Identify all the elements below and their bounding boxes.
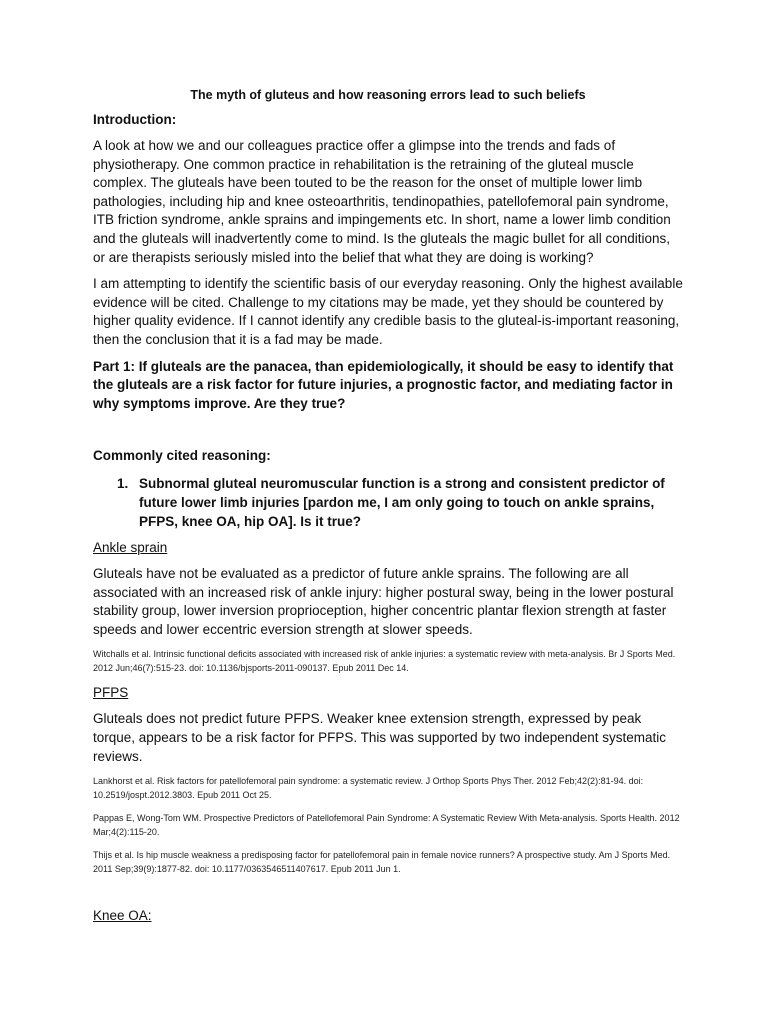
pfps-citation-3: Thijs et al. Is hip muscle weakness a predisposing factor for patellofemoral pain in female novice runners? A prospective study. Am J Sports Med. 2011 Sep;39(9):1877-82. doi: 10.1177/0363546511407617. Epub 2011 Jun 1. <box>93 850 671 875</box>
introduction-heading: Introduction: <box>93 112 177 127</box>
part-1-question: Part 1: If gluteals are the panacea, than epidemiologically, it should be easy to identify that the gluteals are a risk factor for future injuries, a prognostic factor, and mediating factor in why symptoms improve. Are they true? <box>93 358 674 411</box>
ankle-sprain-heading: Ankle sprain <box>93 540 168 556</box>
document-title: The myth of gluteus and how reasoning errors lead to such beliefs <box>190 88 586 102</box>
pfps-heading: PFPS <box>93 685 129 701</box>
reasoning-list <box>93 475 683 531</box>
introduction-paragraph-2: I am attempting to identify the scientific basis of our everyday reasoning. Only the highest available evidence will be cited. Challenge to my citations may be made, yet they should be countered by higher quality evidence. If I cannot identify any credible basis to the gluteal-is-important reasoning, then the conclusion that it is a fad may be made. <box>93 276 683 347</box>
list-item-number: 1. <box>117 476 129 492</box>
pfps-paragraph: Gluteals does not predict future PFPS. Weaker knee extension strength, expressed by peak torque, appears to be a risk factor for PFPS. This was supported by two independent systematic reviews. <box>93 711 667 764</box>
list-item <box>93 475 683 531</box>
document-page <box>93 86 683 933</box>
list-item-text: Subnormal gluteal neuromuscular function is a strong and consistent predictor of future lower limb injuries [pardon me, I am only going to touch on ankle sprains, PFPS, knee OA, hip OA]. Is it true? <box>139 476 665 529</box>
spacer <box>93 885 683 907</box>
knee-oa-heading: Knee OA: <box>93 908 152 924</box>
commonly-cited-reasoning-heading: Commonly cited reasoning: <box>93 448 271 464</box>
ankle-sprain-citation: Witchalls et al. Intrinsic functional deficits associated with increased risk of ankle injuries: a systematic review with meta-analysis. Br J Sports Med. 2012 Jun;46(7):515-23. doi: 10.1136/bjsports-2011-090137. Epub 2011 Dec 14. <box>93 649 676 674</box>
spacer <box>93 421 683 447</box>
introduction-paragraph-1: A look at how we and our colleagues practice offer a glimpse into the trends and fads of physiotherapy. One common practice in rehabilitation is the retraining of the gluteal muscle complex. The gluteals have been touted to be the reason for the onset of multiple lower limb pathologies, including hip and knee osteoarthritis, tendinopathies, patellofemoral pain syndrome, ITB friction syndrome, ankle sprains and impingements etc. In short, name a lower limb condition and the gluteals will inadvertently come to mind. Is the gluteals the magic bullet for all conditions, or are therapists seriously misled into the belief that what they are doing is working? <box>93 138 671 265</box>
pfps-citation-2: Pappas E, Wong-Tom WM. Prospective Predictors of Patellofemoral Pain Syndrome: A Systematic Review With Meta-analysis. Sports Health. 2012 Mar;4(2):115-20. <box>93 813 680 838</box>
pfps-citation-1: Lankhorst et al. Risk factors for patellofemoral pain syndrome: a systematic review. J Orthop Sports Phys Ther. 2012 Feb;42(2):81-94. doi: 10.2519/jospt.2012.3803. Epub 2011 Oct 25. <box>93 776 644 801</box>
ankle-sprain-paragraph: Gluteals have not be evaluated as a predictor of future ankle sprains. The following are all associated with an increased risk of ankle injury: higher postural sway, being in the lower postural stability group, lower inversion proprioception, higher concentric plantar flexion strength at faster speeds and lower eccentric eversion strength at slower speeds. <box>93 566 674 637</box>
